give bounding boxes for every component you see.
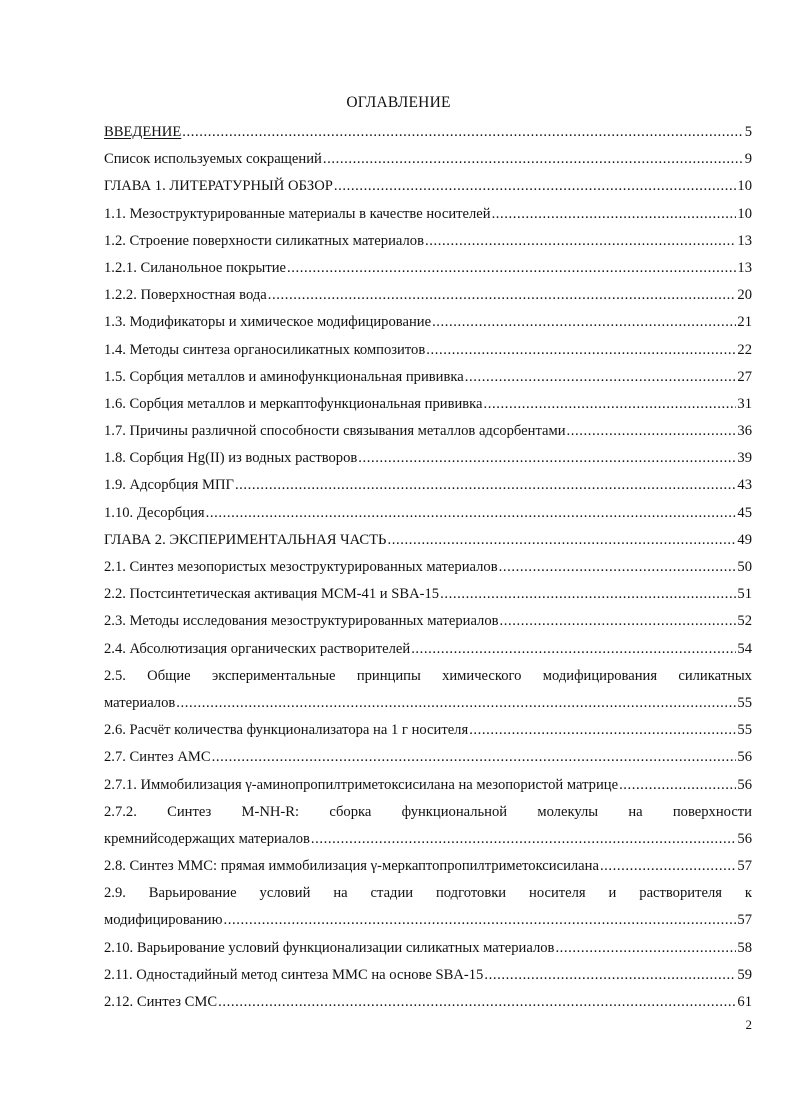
word: подготовки [436, 885, 507, 902]
toc-entry-page: 9 [744, 151, 752, 168]
dot-leader [212, 744, 737, 771]
dot-leader [224, 907, 737, 934]
toc-entry-text: 1.6. Сорбция металлов и меркаптофункциональная прививка [104, 395, 483, 412]
toc-entry-text: 1.8. Сорбция Hg(II) из водных растворов [104, 450, 358, 467]
word: 2.5. [104, 667, 126, 684]
dot-leader [619, 772, 736, 799]
toc-entry-page: 27 [737, 368, 752, 385]
table-of-contents [104, 119, 752, 1016]
toc-entry-1-7[interactable] [104, 418, 752, 445]
word: растворителя [639, 885, 722, 902]
toc-entry-1-2-2[interactable] [104, 282, 752, 309]
toc-entry-page: 49 [737, 531, 752, 548]
dot-leader [500, 608, 737, 635]
toc-entry-abbreviations[interactable] [104, 146, 752, 173]
toc-entry-1-6[interactable] [104, 391, 752, 418]
dot-leader [425, 228, 736, 255]
toc-entry-text: 2.11. Одностадийный метод синтеза ММС на основе SBA-15 [104, 966, 484, 983]
dot-leader [311, 826, 736, 853]
toc-entry-text: 1.4. Методы синтеза органосиликатных композитов [104, 341, 426, 358]
toc-entry-page: 50 [737, 559, 752, 575]
dot-leader [182, 119, 743, 146]
toc-entry-1-9[interactable] [104, 472, 752, 499]
word: к [744, 885, 752, 902]
toc-entry-text: 1.1. Мезоструктурированные материалы в качестве носителей [104, 205, 491, 222]
toc-entry-text: 2.6. Расчёт количества функционализатора на 1 г носителя [104, 722, 469, 739]
toc-entry-page: 59 [737, 966, 752, 983]
toc-entry-page: 61 [737, 994, 752, 1010]
dot-leader [268, 282, 737, 309]
toc-entry-page: 58 [737, 939, 752, 956]
toc-entry-text: ГЛАВА 1. ЛИТЕРАТУРНЫЙ ОБЗОР [104, 178, 333, 195]
toc-entry-page: 22 [737, 341, 752, 358]
toc-entry-2-9-line2[interactable] [104, 907, 752, 934]
toc-entry-chapter-1[interactable] [104, 173, 752, 200]
toc-entry-page: 45 [737, 504, 752, 521]
toc-entry-2-6[interactable] [104, 717, 752, 744]
toc-entry-page: 5 [744, 124, 752, 140]
toc-entry-1-8[interactable] [104, 445, 752, 472]
toc-entry-page: 36 [737, 423, 752, 440]
word: Общие [147, 667, 191, 684]
toc-entry-text: 2.7. Синтез АМС [104, 749, 211, 766]
dot-leader [206, 500, 737, 527]
word: стадии [370, 885, 414, 902]
dot-leader [287, 255, 736, 282]
toc-entry-2-10[interactable] [104, 935, 752, 962]
toc-entry-page: 51 [737, 586, 752, 603]
toc-entry-1-2[interactable] [104, 228, 752, 255]
toc-entry-1-10[interactable] [104, 500, 752, 527]
toc-entry-text: 1.2.2. Поверхностная вода [104, 287, 267, 304]
word: 2.9. [104, 885, 126, 902]
toc-entry-text: 2.10. Варьирование условий функционализации силикатных материалов [104, 939, 555, 956]
toc-entry-text: 1.2.1. Силанольное покрытие [104, 259, 287, 276]
toc-entry-2-1[interactable] [104, 554, 752, 581]
dot-leader [567, 418, 737, 445]
toc-entry-text: 1.7. Причины различной способности связывания металлов адсорбентами [104, 423, 566, 440]
toc-entry-2-2[interactable] [104, 581, 752, 608]
word: Варьирование [148, 885, 237, 902]
toc-entry-text: материалов [104, 694, 176, 711]
toc-entry-page: 10 [737, 205, 752, 222]
dot-leader [358, 445, 736, 472]
toc-entry-text: кремнийсодержащих материалов [104, 830, 310, 847]
dot-leader [469, 717, 736, 744]
toc-entry-page: 55 [737, 722, 752, 739]
toc-entry-text: 1.2. Строение поверхности силикатных материалов [104, 232, 424, 249]
toc-entry-page: 13 [737, 259, 752, 276]
toc-entry-1-3[interactable] [104, 309, 752, 336]
toc-entry-text: 1.9. Адсорбция МПГ [104, 477, 234, 494]
toc-entry-2-7[interactable] [104, 744, 752, 771]
toc-entry-page: 56 [737, 776, 752, 793]
word: функциональной [401, 803, 508, 820]
toc-entry-page: 31 [737, 395, 752, 412]
toc-entry-text: 2.4. Абсолютизация органических растворителей [104, 640, 411, 657]
dot-leader [218, 989, 736, 1016]
toc-entry-page: 57 [737, 858, 752, 875]
toc-entry-introduction[interactable] [104, 119, 752, 146]
toc-entry-1-5[interactable] [104, 364, 752, 391]
dot-leader [465, 364, 737, 391]
toc-entry-page: 55 [737, 694, 752, 711]
toc-entry-text: 2.8. Синтез ММС: прямая иммобилизация γ-меркаптопропилтриметоксисилана [104, 858, 599, 875]
word: M-NH-R: [241, 803, 300, 820]
word: экспериментальные [211, 667, 336, 684]
toc-entry-2-7-1[interactable] [104, 772, 752, 799]
toc-entry-page: 56 [737, 749, 752, 766]
dot-leader [323, 146, 744, 173]
dot-leader [484, 391, 737, 418]
word: молекулы [537, 803, 599, 820]
toc-entry-text: 2.1. Синтез мезопористых мезоструктурированных материалов [104, 559, 498, 575]
toc-entry-text: ВВЕДЕНИЕ [104, 124, 182, 140]
dot-leader [235, 472, 736, 499]
toc-entry-text: 2.3. Методы исследования мезоструктурированных материалов [104, 613, 499, 630]
toc-entry-1-1[interactable] [104, 201, 752, 228]
word: принципы [356, 667, 421, 684]
dot-leader [432, 309, 736, 336]
toc-entry-2-3[interactable] [104, 608, 752, 635]
word: модифицирования [542, 667, 658, 684]
toc-entry-2-5-line1[interactable] [104, 663, 752, 690]
word: Синтез [167, 803, 212, 820]
toc-entry-2-8[interactable] [104, 853, 752, 880]
toc-entry-text: модифицированию [104, 912, 223, 929]
toc-entry-text: ГЛАВА 2. ЭКСПЕРИМЕНТАЛЬНАЯ ЧАСТЬ [104, 531, 387, 548]
word: условий [259, 885, 311, 902]
toc-entry-2-7-2-line2[interactable] [104, 826, 752, 853]
word: сборка [329, 803, 372, 820]
dot-leader [426, 337, 736, 364]
toc-entry-chapter-2[interactable] [104, 527, 752, 554]
toc-entry-2-9-line1[interactable] [104, 880, 752, 907]
toc-entry-1-2-1[interactable] [104, 255, 752, 282]
dot-leader [484, 962, 736, 989]
word: на [333, 885, 348, 902]
toc-entry-2-5-line2[interactable] [104, 690, 752, 717]
toc-entry-text: 1.3. Модификаторы и химическое модифицирование [104, 314, 432, 331]
toc-entry-page: 52 [737, 613, 752, 630]
toc-entry-2-7-2-line1[interactable] [104, 799, 752, 826]
toc-entry-page: 56 [737, 830, 752, 847]
word: на [628, 803, 643, 820]
word: 2.7.2. [104, 803, 137, 820]
toc-entry-page: 20 [737, 287, 752, 304]
toc-entry-text: 2.12. Синтез СМС [104, 994, 218, 1010]
toc-entry-page: 54 [737, 640, 752, 657]
toc-entry-2-4[interactable] [104, 636, 752, 663]
toc-entry-page: 13 [737, 232, 752, 249]
toc-entry-text: 2.7.1. Иммобилизация γ-аминопропилтриметоксисилана на мезопористой матрице [104, 776, 619, 793]
toc-entry-page: 57 [737, 912, 752, 929]
toc-entry-text: 1.5. Сорбция металлов и аминофункциональная прививка [104, 368, 464, 385]
toc-entry-text: 1.10. Десорбция [104, 504, 205, 521]
toc-entry-page: 43 [737, 477, 752, 494]
dot-leader [411, 636, 736, 663]
dot-leader [440, 581, 736, 608]
dot-leader [499, 554, 737, 581]
word: поверхности [672, 803, 752, 820]
word: носителя [529, 885, 586, 902]
dot-leader [387, 527, 736, 554]
dot-leader [492, 201, 737, 228]
dot-leader [334, 173, 737, 200]
toc-entry-page: 21 [737, 314, 752, 331]
page-title: ОГЛАВЛЕНИЕ [346, 94, 451, 111]
toc-entry-page: 10 [737, 178, 752, 195]
page-number: 2 [745, 1017, 752, 1032]
word: химического [442, 667, 522, 684]
toc-entry-page: 39 [737, 450, 752, 467]
word: силикатных [678, 667, 752, 684]
toc-entry-text: 2.2. Постсинтетическая активация МСМ-41 и SBA-15 [104, 586, 440, 603]
toc-entry-1-4[interactable] [104, 337, 752, 364]
toc-entry-text: Список используемых сокращений [104, 151, 322, 168]
word: и [608, 885, 617, 902]
toc-entry-2-11[interactable] [104, 962, 752, 989]
dot-leader [600, 853, 736, 880]
dot-leader [555, 935, 736, 962]
toc-entry-2-12[interactable] [104, 989, 752, 1016]
dot-leader [176, 690, 736, 717]
